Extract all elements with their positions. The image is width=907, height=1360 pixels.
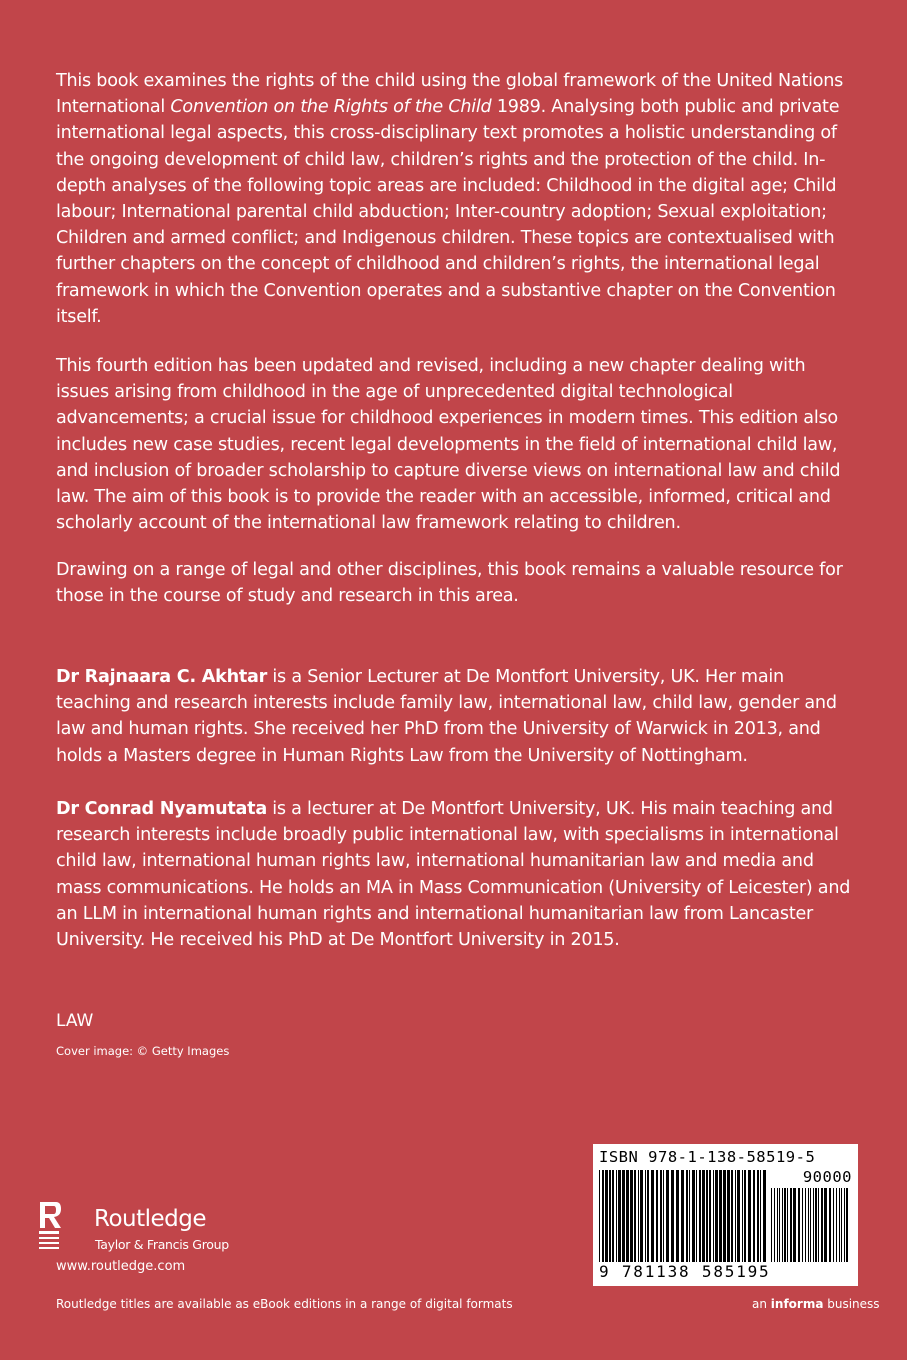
subject-category: LAW (56, 1011, 94, 1031)
author-name-2: Dr Conrad Nyamutata (56, 799, 267, 819)
author-bio-text-1: is a Senior Lecturer at De Montfort University, UK. Her main teaching and research interests include family law, international law, child law, gender and law and human rights. She received her PhD from the University of Warwick in 2013, and holds a Masters degree in Human Rights Law from the University of Nottingham. (56, 667, 837, 766)
description-paragraph-3: Drawing on a range of legal and other disciplines, this book remains a valuable resource for those in the course of study and research in this area. (56, 560, 843, 607)
publisher-group: Taylor & Francis Group (95, 1237, 229, 1252)
author-name-1: Dr Rajnaara C. Akhtar (56, 667, 268, 687)
publisher-name: Routledge (94, 1206, 207, 1232)
p1-text-b: 1989. Analysing both public and private international legal aspects, this cross-disciplinary text promotes a holistic understanding of the ongoing development of child law, children’s rights and the protection of the child. In-depth analyses of the following topic areas are included: Childhood in the digital age; Child labour; International parental child abduction; Inter-country adoption; Sexual exploitation; Children and armed conflict; and Indigenous children. These topics are contextualised with further chapters on the concept of childhood and children’s rights, the international legal framework in which the Convention operates and a substantive chapter on the Convention itself. (56, 97, 840, 327)
routledge-logo-icon (36, 1200, 62, 1252)
price-code: 90000 (802, 1168, 852, 1186)
publisher-url[interactable]: www.routledge.com (56, 1259, 186, 1274)
ebook-note: Routledge titles are available as eBook editions in a range of digital formats (56, 1297, 513, 1311)
description-paragraph-2: This fourth edition has been updated and revised, including a new chapter dealing with issues arising from childhood in the age of unprecedented digital technological advancements; a crucial issue for childhood experiences in modern times. This edition also includes new case studies, recent legal developments in the field of international child law, and inclusion of broader scholarship to capture diverse views on international law and child law. The aim of this book is to provide the reader with an accessible, informed, critical and scholarly account of the international law framework relating to children. (56, 356, 841, 534)
addon-barcode-bars (771, 1188, 851, 1262)
ean-number: 9 781138 585195 (599, 1262, 771, 1281)
isbn-number: ISBN 978-1-138-58519-5 (599, 1148, 816, 1166)
author-bio-text-2: is a lecturer at De Montfort University, UK. His main teaching and research interests include broadly public international law, with specialisms in international child law, international human rights law, international humanitarian law and media and mass communications. He holds an MA in Mass Communication (University of Leicester) and an LLM in international human rights and international humanitarian law from Lancaster University. He received his PhD at De Montfort University in 2015. (56, 799, 851, 951)
author-bio-1 (56, 664, 856, 769)
cover-credit: Cover image: © Getty Images (56, 1044, 230, 1058)
convention-title: Convention on the Rights of the Child (170, 97, 492, 118)
p1-text-a: This book examines the rights of the child using the global framework of the United Nations International (56, 71, 844, 118)
author-bio-2 (56, 796, 856, 953)
isbn-barcode (593, 1144, 858, 1286)
informa-business: an informa business (752, 1297, 880, 1311)
description-paragraph-1 (56, 68, 856, 330)
ean-barcode-bars (599, 1170, 767, 1262)
